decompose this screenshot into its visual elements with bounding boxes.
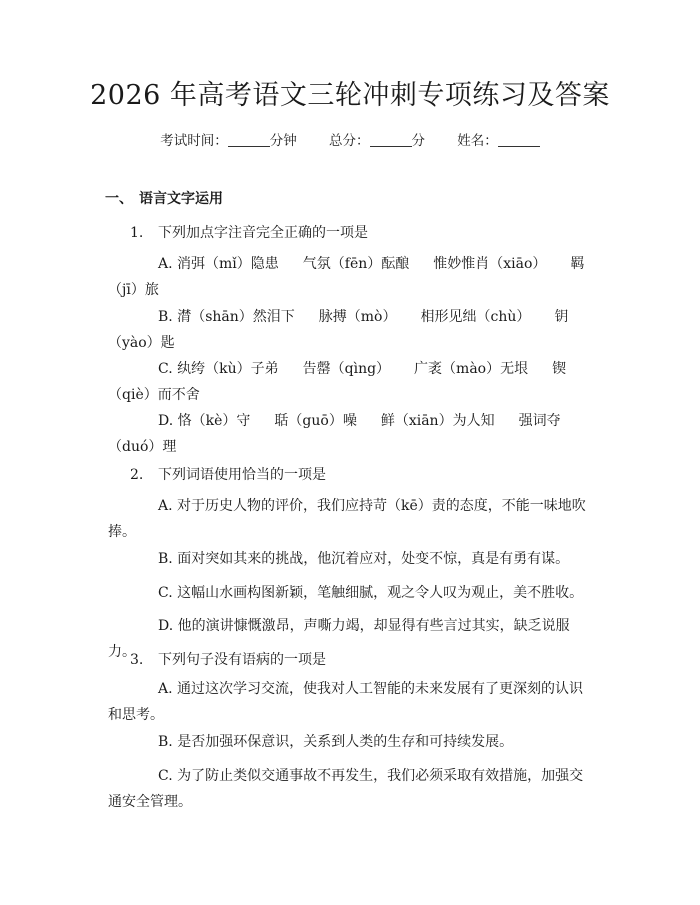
question-stem — [130, 223, 368, 243]
option-part: 广袤（mào）无垠 — [414, 361, 529, 377]
option-a — [108, 251, 590, 303]
section-heading — [105, 189, 223, 209]
section-number: 一、 — [105, 191, 133, 207]
exam-time — [160, 131, 297, 151]
question-text: 下列句子没有语病的一项是 — [158, 652, 326, 668]
option-part: 惟妙惟肖（xiāo） — [433, 256, 547, 272]
section-title: 语言文字运用 — [139, 191, 223, 207]
option-c — [108, 356, 590, 408]
exam-name — [457, 131, 540, 151]
option-d: D. 他的演讲慷慨激昂，声嘶力竭，却显得有些言过其实，缺乏说服力。 — [108, 618, 570, 660]
option-a: A. 通过这次学习交流，使我对人工智能的未来发展有了更深刻的认识和思考。 — [108, 681, 584, 723]
option-part: 气氛（fēn）酝酿 — [302, 256, 410, 272]
question-number: 2. — [130, 467, 144, 483]
name-blank — [498, 133, 540, 147]
option-c: C. 这幅山水画构图新颖，笔触细腻，观之令人叹为观止，美不胜收。 — [158, 585, 584, 601]
question-number: 3. — [130, 652, 144, 668]
page-title: 2026 年高考语文三轮冲刺专项练习及答案 — [90, 80, 610, 111]
exam-meta — [0, 131, 700, 151]
time-label: 考试时间： — [160, 133, 228, 149]
option-part: 强词夺（duó）理 — [108, 413, 561, 455]
question-number: 1. — [130, 225, 144, 241]
question-stem — [130, 650, 326, 670]
exam-score — [329, 131, 425, 151]
option-d — [108, 408, 590, 460]
option-part: C. 纨绔（kù）子弟 — [158, 361, 279, 377]
score-unit: 分 — [411, 133, 425, 149]
option-part: 告罄（qìng） — [302, 361, 391, 377]
option-part: 脉搏（mò） — [318, 309, 397, 325]
option-part: 鲜（xiān）为人知 — [380, 413, 495, 429]
time-blank — [228, 133, 270, 147]
option-b: B. 面对突如其来的挑战，他沉着应对，处变不惊，真是有勇有谋。 — [158, 551, 570, 567]
option-part: A. 消弭（mǐ）隐患 — [158, 256, 279, 272]
option-part: D. 恪（kè）守 — [158, 413, 251, 429]
option-part: B. 潸（shān）然泪下 — [158, 309, 295, 325]
option-b — [108, 304, 590, 356]
option-part: 锲（qiè）而不舍 — [108, 361, 567, 403]
option-part: 聒（guō）噪 — [274, 413, 357, 429]
option-part: 钥（yào）匙 — [108, 309, 569, 351]
question-text: 下列加点字注音完全正确的一项是 — [158, 225, 368, 241]
name-label: 姓名： — [457, 133, 498, 149]
option-b: B. 是否加强环保意识，关系到人类的生存和可持续发展。 — [158, 734, 514, 750]
score-label: 总分： — [329, 133, 370, 149]
option-a: A. 对于历史人物的评价，我们应持苛（kē）责的态度，不能一味地吹捧。 — [108, 498, 586, 540]
question-stem — [130, 465, 326, 485]
score-blank — [370, 133, 412, 147]
time-unit: 分钟 — [269, 133, 297, 149]
question-text: 下列词语使用恰当的一项是 — [158, 467, 326, 483]
option-part: 羁（jī）旅 — [108, 256, 585, 298]
option-part: 相形见绌（chù） — [420, 309, 531, 325]
option-c: C. 为了防止类似交通事故不再发生，我们必须采取有效措施，加强交通安全管理。 — [108, 768, 584, 810]
